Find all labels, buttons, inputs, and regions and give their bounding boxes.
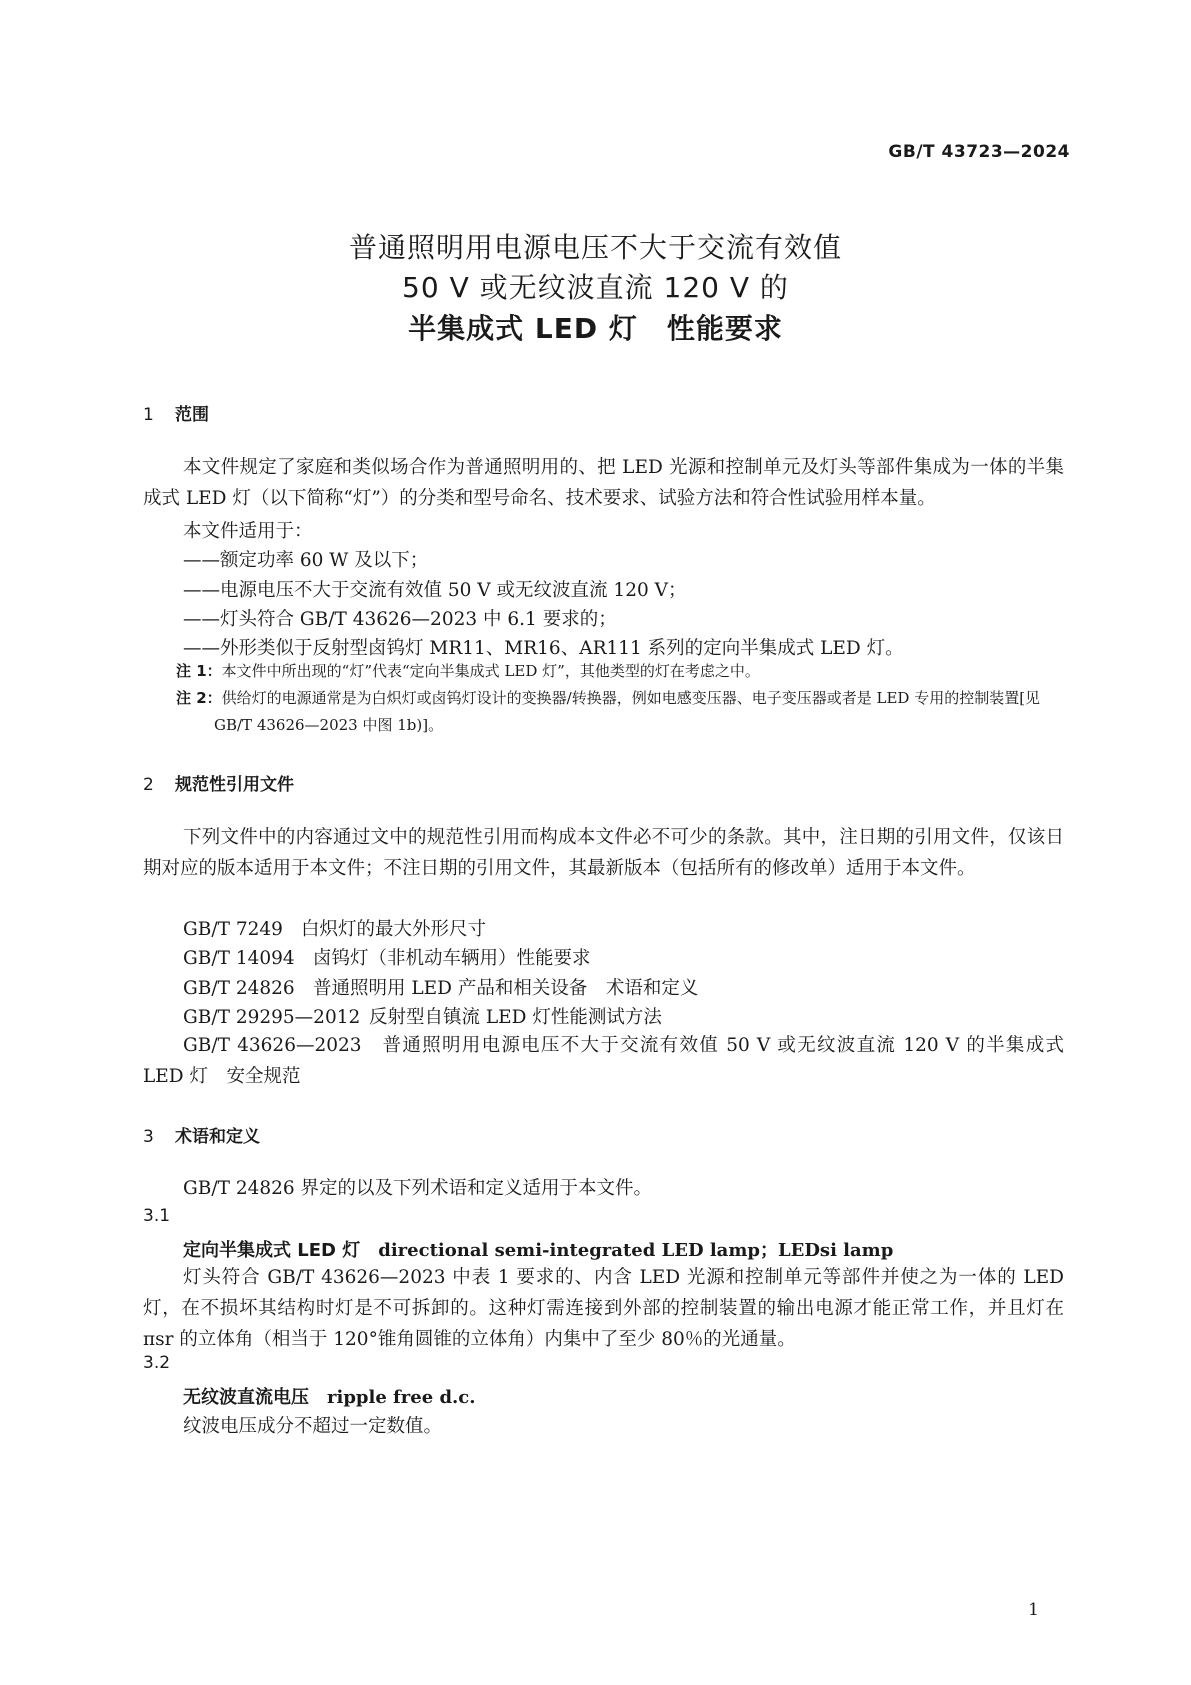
- term-name-en: ripple free d.c.: [327, 1387, 476, 1408]
- section-number: 2: [143, 775, 154, 795]
- applies-line: 本文件适用于：: [183, 521, 313, 542]
- page-number: 1: [1028, 1600, 1039, 1620]
- reference-title: 白炽灯的最大外形尺寸: [301, 919, 487, 940]
- term-definition: 灯头符合 GB/T 43626—2023 中表 1 要求的、内含 LED 光源和控制单元等部件并使之为一体的 LED 灯，在不损坏其结构时灯是不可拆卸的。这种灯需连接到外部的控制装置的输出电源才能正常工作，并且灯在 πsr 的立体角（相当于 120°锥角圆锥的立体角）内集中了至少 80％的光通量。: [143, 1267, 1064, 1350]
- reference-code: GB/T 7249: [183, 919, 283, 940]
- section-3-intro: GB/T 24826 界定的以及下列术语和定义适用于本文件。: [183, 1178, 653, 1199]
- term-number: 3.1: [143, 1206, 171, 1226]
- section-number: 3: [143, 1127, 154, 1147]
- title-line-1: 普通照明用电源电压不大于交流有效值: [348, 231, 842, 264]
- section-1-paragraph: 本文件规定了家庭和类似场合作为普通照明用的、把 LED 光源和控制单元及灯头等部件集成为一体的半集成式 LED 灯（以下简称“灯”）的分类和型号命名、技术要求、试验方法和符合性试验用样本量。: [143, 457, 1064, 509]
- term-name: [183, 1383, 476, 1409]
- note-1-label: 注 1：: [176, 662, 222, 680]
- term-name-zh: 定向半集成式 LED 灯: [183, 1240, 361, 1261]
- term-name: [183, 1236, 893, 1262]
- reference-3: [183, 974, 698, 1000]
- reference-1: [183, 915, 486, 941]
- scope-item-3: ——灯头符合 GB/T 43626—2023 中 6.1 要求的；: [183, 609, 617, 630]
- section-title: 规范性引用文件: [175, 775, 294, 795]
- section-number: 1: [143, 405, 154, 425]
- title-line-2: 50 V 或无纹波直流 120 V 的: [402, 271, 789, 304]
- scope-item-4: ——外形类似于反射型卤钨灯 MR11、MR16、AR111 系列的定向半集成式 LED 灯。: [183, 638, 904, 659]
- reference-title: 普通照明用 LED 产品和相关设备 术语和定义: [313, 978, 699, 999]
- section-3-heading: [143, 1122, 260, 1147]
- section-title: 术语和定义: [175, 1127, 260, 1147]
- term-name-zh: 无纹波直流电压: [183, 1387, 309, 1408]
- section-2-heading: [143, 770, 294, 795]
- standard-code: GB/T 43723—2024: [888, 142, 1070, 162]
- term-number: 3.2: [143, 1353, 171, 1373]
- note-2: [176, 685, 1064, 739]
- note-2-text: 供给灯的电源通常是为白炽灯或卤钨灯设计的变换器/转换器，例如电感变压器、电子变压器或者是 LED 专用的控制装置[见 GB/T 43626—2023 中图 1b)]。: [214, 689, 1041, 734]
- reference-title: 卤钨灯（非机动车辆用）性能要求: [313, 948, 591, 969]
- term-definition: 纹波电压成分不超过一定数值。: [183, 1416, 443, 1437]
- scope-item-2: ——电源电压不大于交流有效值 50 V 或无纹波直流 120 V；: [183, 580, 687, 601]
- section-2-paragraph: 下列文件中的内容通过文中的规范性引用而构成本文件必不可少的条款。其中，注日期的引用文件，仅该日期对应的版本适用于本文件；不注日期的引用文件，其最新版本（包括所有的修改单）适用于本文件。: [143, 827, 1064, 879]
- term-name-en: directional semi-integrated LED lamp；LEDsi lamp: [378, 1240, 894, 1261]
- reference-5: GB/T 43626—2023 普通照明用电源电压不大于交流有效值 50 V 或无纹波直流 120 V 的半集成式 LED 灯 安全规范: [143, 1035, 1064, 1087]
- scope-item-1: ——额定功率 60 W 及以下；: [183, 550, 429, 571]
- note-1-text: 本文件中所出现的“灯”代表“定向半集成式 LED 灯”，其他类型的灯在考虑之中。: [221, 662, 760, 680]
- reference-4: [183, 1003, 662, 1029]
- reference-code: GB/T 29295—2012: [183, 1007, 361, 1028]
- reference-2: [183, 944, 591, 970]
- title-line-3: 半集成式 LED 灯 性能要求: [408, 312, 783, 345]
- note-1: [176, 658, 1064, 685]
- section-title: 范围: [175, 405, 209, 425]
- reference-title: 反射型自镇流 LED 灯性能测试方法: [369, 1007, 662, 1028]
- reference-code: GB/T 24826: [183, 978, 295, 999]
- reference-code: GB/T 14094: [183, 948, 295, 969]
- section-1-heading: [143, 400, 209, 425]
- note-2-label: 注 2：: [176, 689, 222, 707]
